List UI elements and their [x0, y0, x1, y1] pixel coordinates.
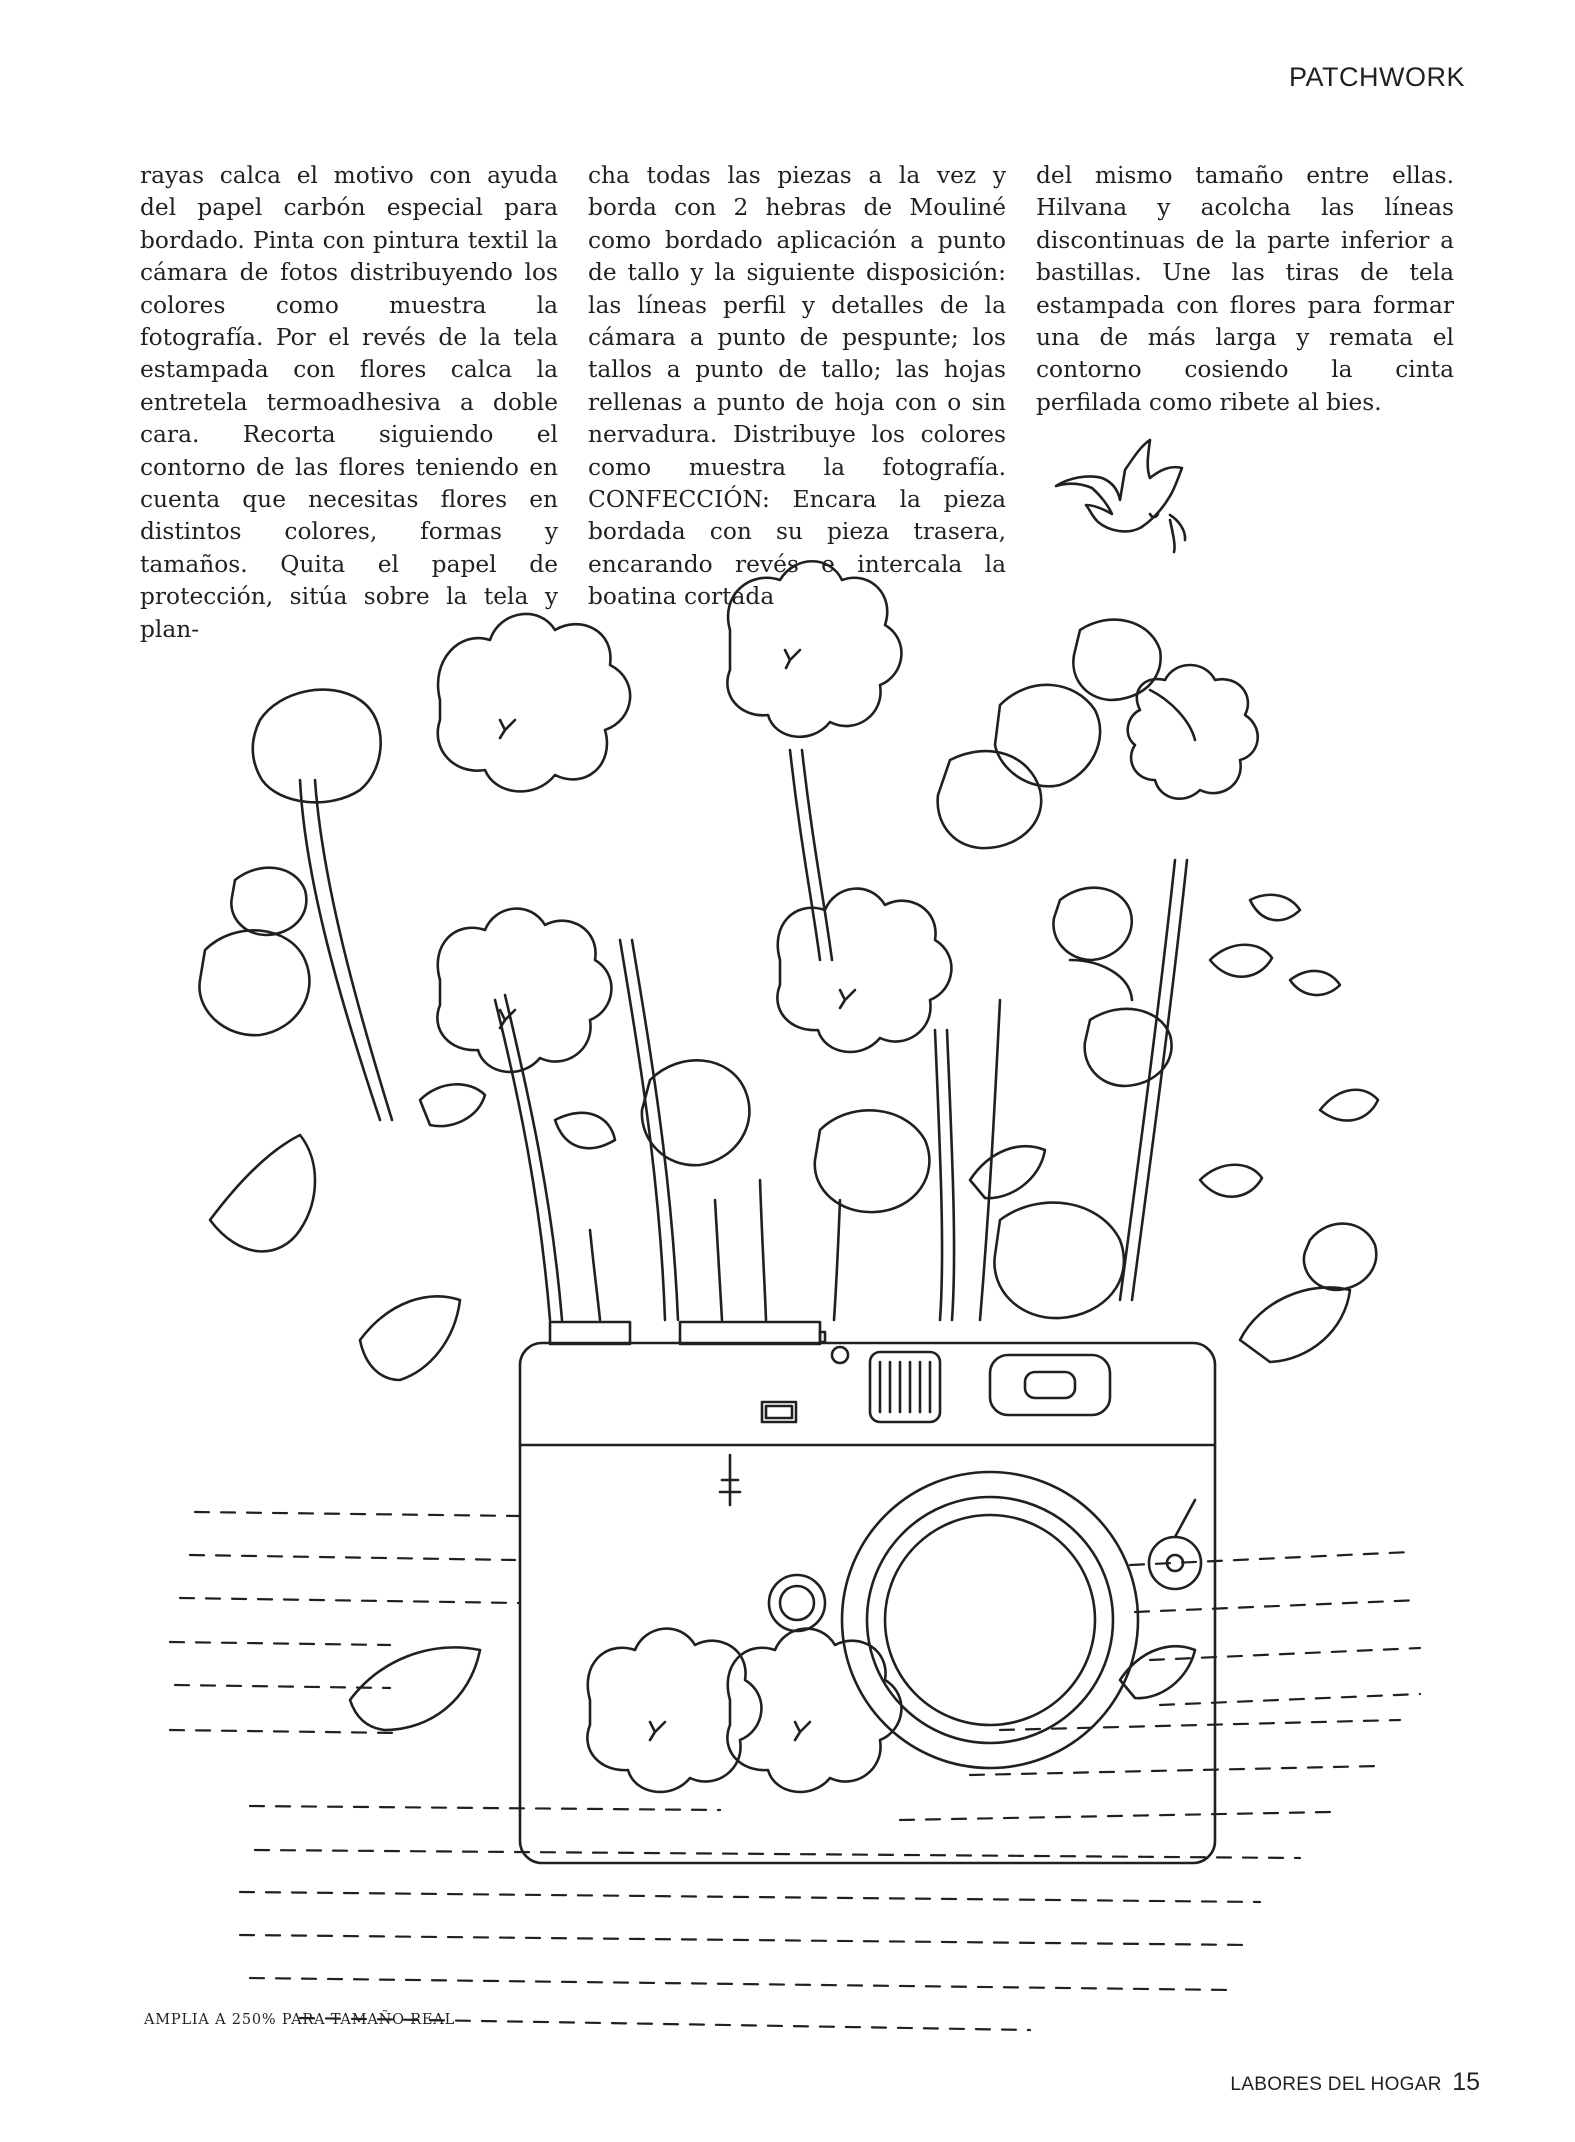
flower-stems: [300, 750, 1187, 1320]
page-footer: [1230, 2068, 1480, 2097]
quilting-dashed-lines: [170, 1512, 1420, 2030]
bird-motif: [1056, 440, 1185, 552]
daisy-flowers: [437, 561, 951, 1792]
magazine-name: LABORES DEL HOGAR: [1230, 2074, 1442, 2095]
poppy-flowers: [199, 620, 1376, 1318]
page-number: 15: [1452, 2068, 1480, 2096]
leaf-sprigs: [210, 895, 1378, 1730]
article-column-2: cha todas las piezas a la vez y borda con 2 hebras de Mouliné como bordado aplicación a punto de tallo y la siguiente disposición: las líneas perfil y detalles de la cámara a punto de pespunte; los tallos a punto de tallo; las hojas rellenas a punto de hoja con o sin nervadura. Distribuye los colores como muestra la fotografía. CONFECCIÓN: Encara la pieza bordada con su pieza trasera, encarando revés e intercala la boatina cortada: [588, 162, 1006, 611]
figure-caption: AMPLIA A 250% PARA TAMAÑO REAL: [144, 2012, 456, 2028]
section-header: PATCHWORK: [1289, 62, 1465, 92]
article-column-3: del mismo tamaño entre ellas. Hilvana y acolcha las líneas discontinuas de la parte inferior a bastillas. Une las tiras de tela estampada con flores para formar una de más larga y remata el contorno cosiendo la cinta perfilada como ribete al bies.: [1036, 162, 1454, 416]
camera-drawing: [520, 1322, 1215, 1863]
article-column-1: rayas calca el motivo con ayuda del papel carbón especial para bordado. Pinta con pintura textil la cámara de fotos distribuyendo los colores como muestra la fotografía. Por el revés de la tela estampada con flores calca la entretela termoadhesiva a doble cara. Recorta siguiendo el contorno de las flores teniendo en cuenta que necesitas flores en distintos colores, formas y tamaños. Quita el papel de protección, sitúa sobre la tela y plan-: [140, 162, 558, 643]
